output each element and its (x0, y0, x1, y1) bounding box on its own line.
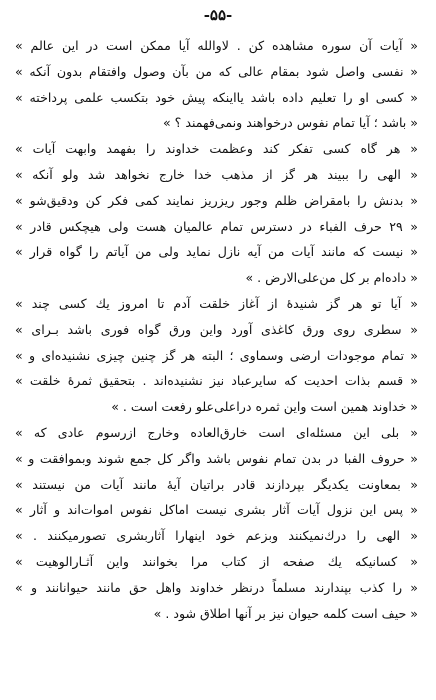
text-line-8: « ۲۹ حرف الفباء در دسترس تمام عالمیان هست ولی هیچکس قادر » (15, 218, 418, 234)
text-line-7: « بدنش را بامقراض ظلم وجور ریزریز نمایند کمی فکر کن ودقیق‌شو » (15, 192, 418, 208)
text-line-21: « کسانیکه یك صفحه از کتاب مرا بخوانند واین آثـارالوهیت » (15, 553, 418, 569)
text-body (15, 33, 418, 626)
text-line-14: « قسم بذات احدیت که سایرعباد نیز نشنیده‌اند . بتحقیق ثمرهٔ خلقت » (15, 373, 418, 389)
text-line-13: « تمام موجودات ارضی وسماوی ؛ البته هر گز چنین چیزی نشنیده‌ای و » (15, 347, 418, 363)
text-line-9: « نیست که مانند آیات من آیه نازل نماید ولی من آیاتم را گواه قرار » (15, 244, 418, 260)
text-line-4: « باشد ؛ آیا تمام نفوس درخواهند ونمی‌فهمند ؟ » (162, 115, 418, 131)
text-line-3: « کسی او را تعلیم داده باشد یااینکه پیش خود بتکسب علمی پرداخته » (15, 89, 418, 105)
text-line-12: « سطری روی ورق کاغذی آورد واین ورق گواه فوری باشد بـرای » (15, 321, 418, 337)
text-line-10: « داده‌ام بر کل من‌علی‌الارض . » (245, 270, 418, 286)
text-line-6: « الهی را ببیند هر گز از مذهب خدا خارج نخواهد شد ولو آنکه » (15, 166, 418, 182)
text-line-5: « هر گاه کسی تفکر کند وعظمت خداوند را بفهمد وابهت آیات » (15, 141, 418, 157)
text-line-16: « بلی این مسئله‌ای است خارق‌العاده وخارج ازرسوم عادی که » (15, 424, 418, 440)
page-number: -۵۵- (203, 6, 233, 24)
text-line-19: « پس این نزول آیات آثار بشری نیست اماکل نفوس اموات‌اند و آثار » (15, 502, 418, 518)
text-line-18: « بمعاونت یکدیگر بپردازند قادر براتیان آیهٔ مانند آیات من نیستند » (15, 476, 418, 492)
text-line-20: « الهی را درك‌نمیکنند وبزعم خود اینهارا آثاربشری تصورمیکنند . » (15, 528, 418, 544)
text-line-17: « حروف الفبا در بدن تمام نفوس باشد واگر کل جمع شوند وبموافقت و » (15, 450, 418, 466)
text-line-1: « آیات آن سوره مشاهده کن . لاوالله آیا ممکن است در این عالم » (15, 38, 418, 53)
text-line-22: « را کذب بپندارند مسلماً درنظر خداوند واهل حق مانند حیوانانند و » (15, 579, 418, 595)
text-line-2: « نفسی واصل شود بمقام عالی که من بآن وصول وافتقام بدون آنکه » (15, 63, 418, 79)
text-line-15: « خداوند همین است واین ثمره دراعلی‌علو رفعت است . » (111, 399, 418, 415)
text-line-23: « حیف است کلمه حیوان نیز بر آنها اطلاق شود . » (153, 605, 418, 621)
text-line-11: « آیا تو هر گز شنیدهٔ از آغاز خلقت آدم تا امروز یك کسی چند » (15, 295, 418, 311)
